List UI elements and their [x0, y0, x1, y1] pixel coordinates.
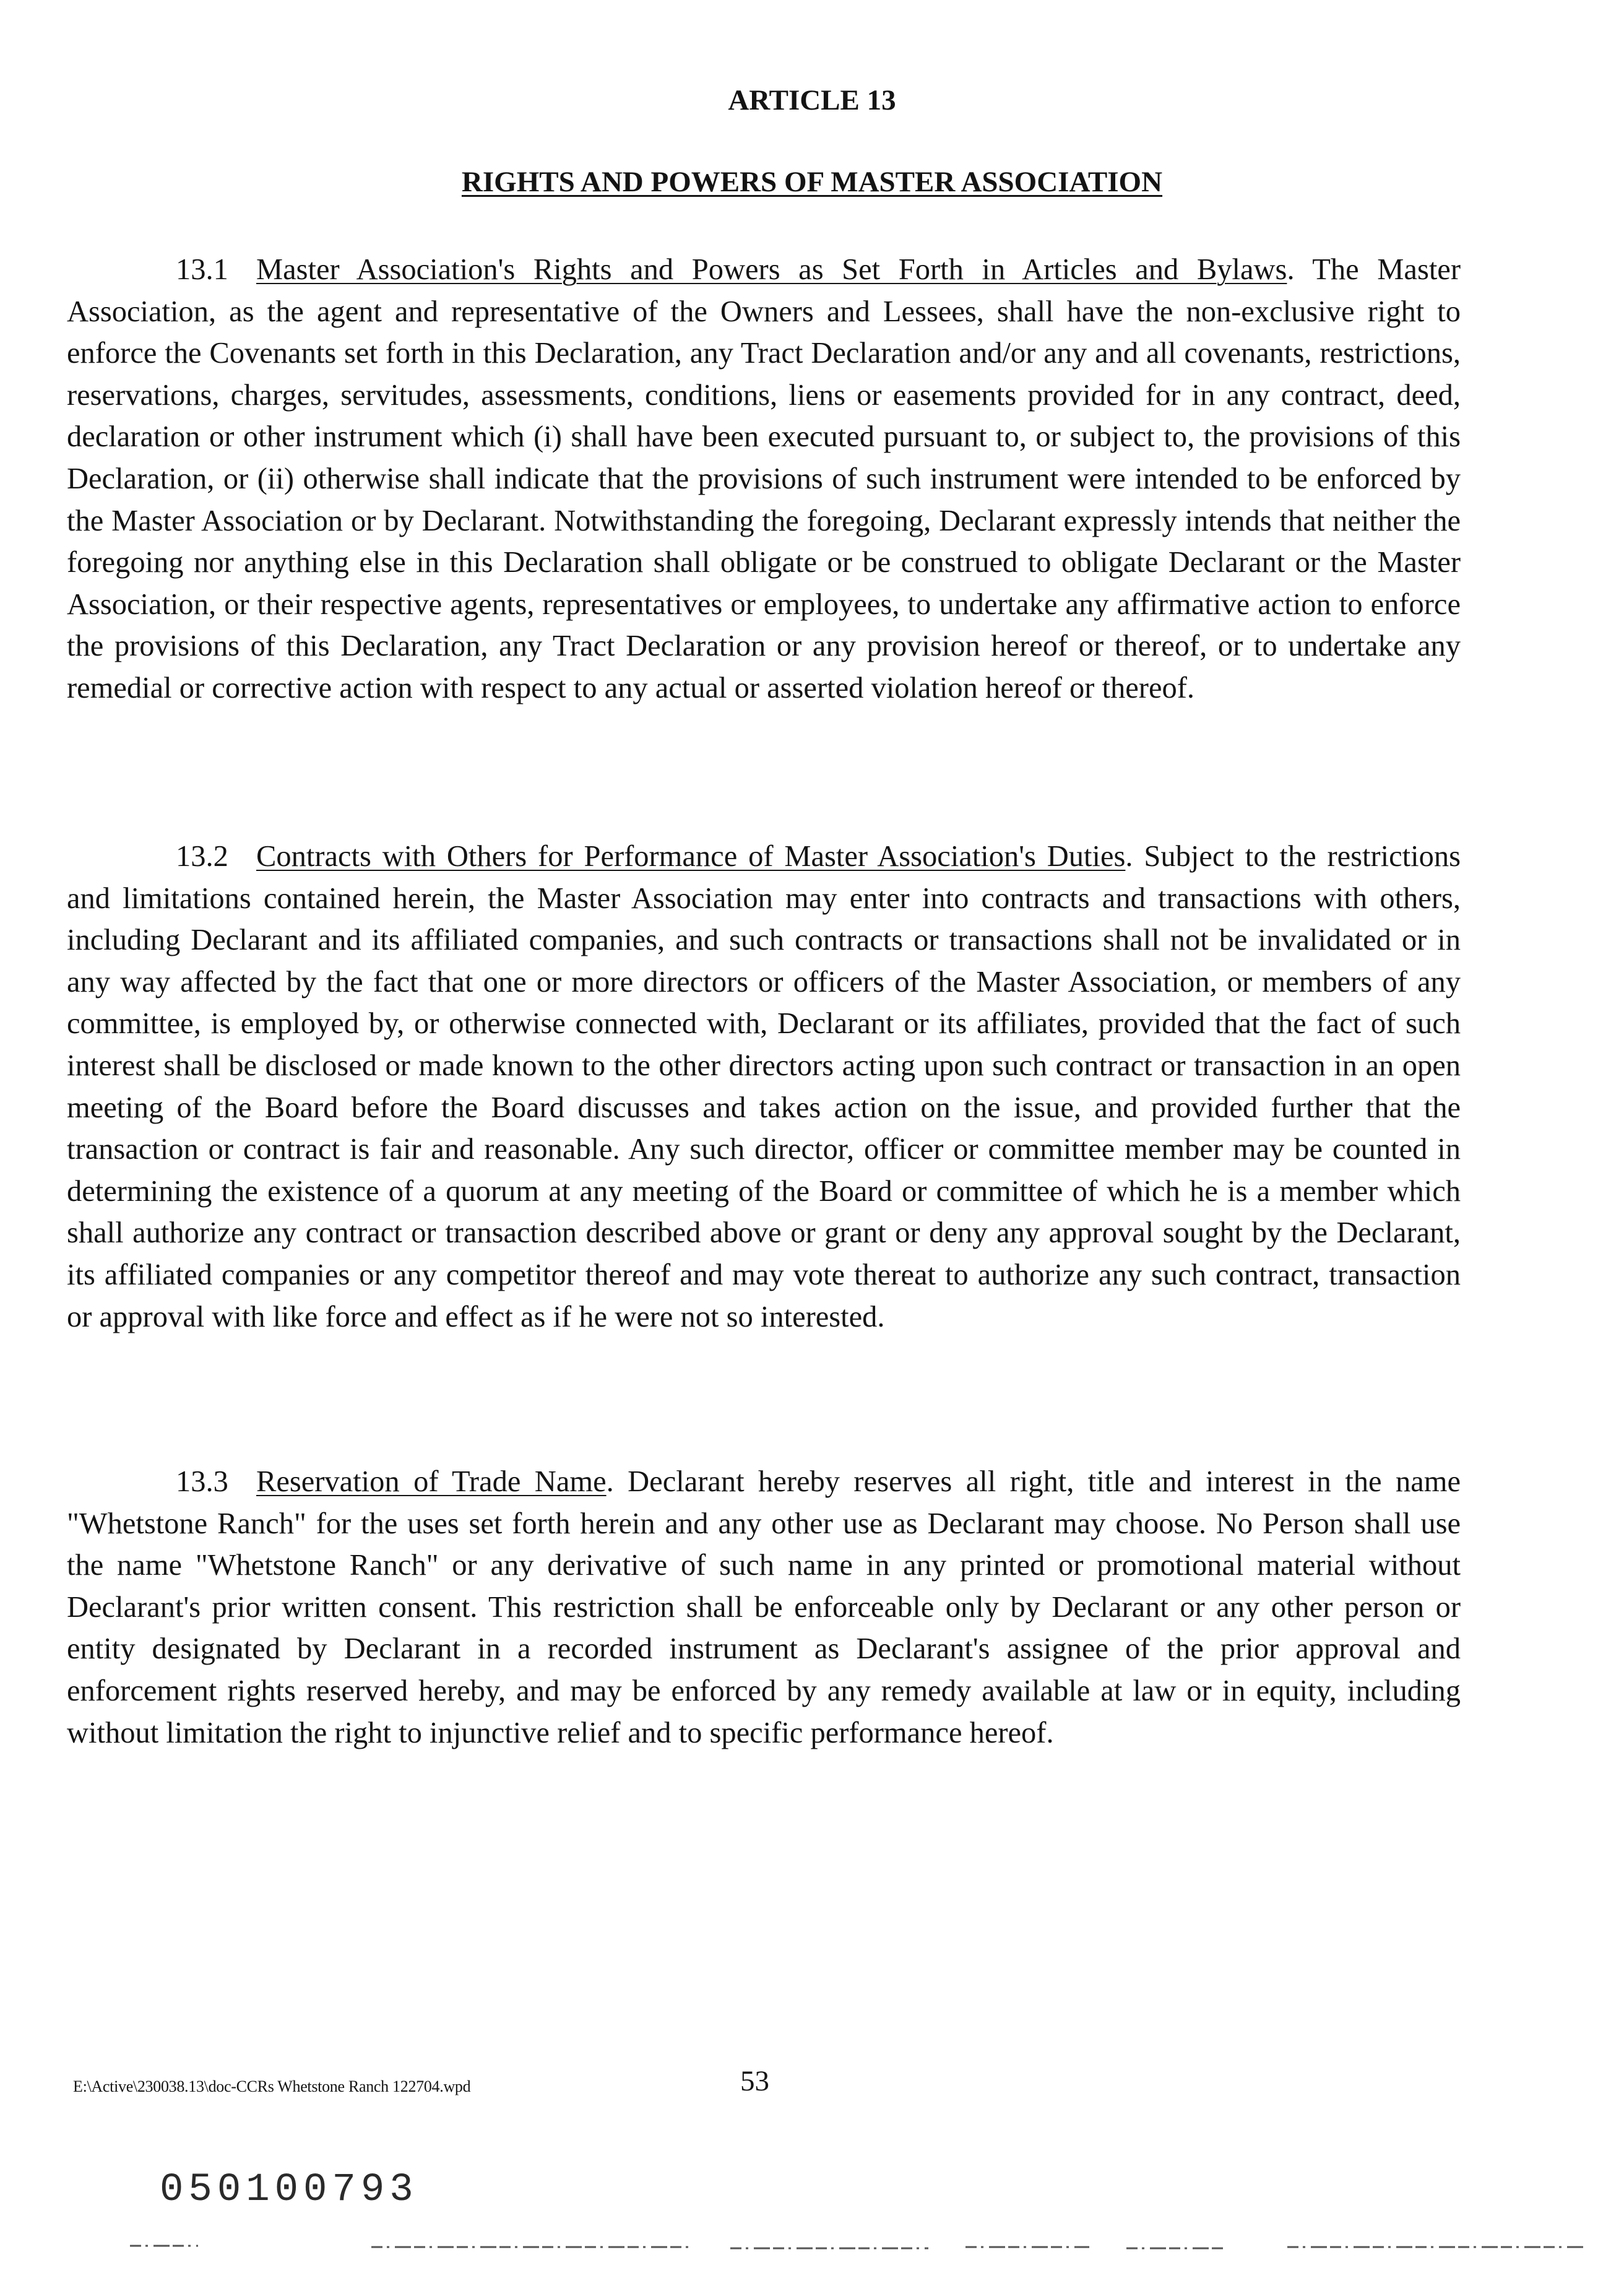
section-number: 13.2	[176, 840, 228, 873]
article-title: ARTICLE 13	[728, 84, 896, 116]
section-13-3	[67, 1461, 1461, 1754]
section-title: Contracts with Others for Performance of Master Association's Duties	[256, 840, 1126, 873]
article-subtitle: RIGHTS AND POWERS OF MASTER ASSOCIATION	[461, 166, 1163, 198]
section-body: . Subject to the restrictions and limitations contained herein, the Master Association may enter into contracts and transactions with others, including Declarant and its affiliated companies, and such contracts or transactions shall not be invalidated or in any way affected by the fact that one or more directors or officers of the Master Association, or members of any committee, is employed by, or otherwise connected with, Declarant or its affiliates, provided that the fact of such interest shall be disclosed or made known to the other directors acting upon such contract or transaction in an open meeting of the Board before the Board discusses and takes action on the issue, and provided further that the transaction or contract is fair and reasonable. Any such director, officer or committee member may be counted in determining the existence of a quorum at any meeting of the Board or committee of which he is a member which shall authorize any contract or transaction described above or grant or deny any approval sought by the Declarant, its affiliated companies or any competitor thereof and may vote thereat to authorize any such contract, transaction or approval with like force and effect as if he were not so interested.	[67, 840, 1461, 1333]
section-title: Reservation of Trade Name	[256, 1465, 607, 1498]
section-body: . The Master Association, as the agent and representative of the Owners and Lessees, shall have the non-exclusive right to enforce the Covenants set forth in this Declaration, any Tract Declaration and/or any and all covenants, restrictions, reservations, charges, servitudes, assessments, conditions, liens or easements provided for in any contract, deed, declaration or other instrument which (i) shall have been executed pursuant to, or subject to, the provisions of this Declaration, or (ii) otherwise shall indicate that the provisions of such instrument were intended to be enforced by the Master Association or by Declarant. Notwithstanding the foregoing, Declarant expressly intends that neither the foregoing nor anything else in this Declaration shall obligate or be construed to obligate Declarant or the Master Association, or their respective agents, representatives or employees, to undertake any affirmative action to enforce the provisions of this Declaration, any Tract Declaration or any provision hereof or thereof, or to undertake any remedial or corrective action with respect to any actual or asserted violation hereof or thereof.	[67, 253, 1461, 704]
footer-file-path: E:\Active\230038.13\doc-CCRs Whetstone Ranch 122704.wpd	[73, 2077, 471, 2095]
page-number: 53	[740, 2065, 769, 2097]
scan-edge-artifacts	[0, 2241, 1624, 2266]
section-number: 13.1	[176, 253, 228, 286]
section-body: . Declarant hereby reserves all right, title and interest in the name "Whetstone Ranch" for the uses set forth herein and any other use as Declarant may choose. No Person shall use the name "Whetstone Ranch" or any derivative of such name in any printed or promotional material without Declarant's prior written consent. This restriction shall be enforceable only by Declarant or any other person or entity designated by Declarant in a recorded instrument as Declarant's assignee of the prior approval and enforcement rights reserved hereby, and may be enforced by any remedy available at law or in equity, including without limitation the right to injunctive relief and to specific performance hereof.	[67, 1465, 1461, 1749]
section-number: 13.3	[176, 1465, 228, 1498]
section-title: Master Association's Rights and Powers as Set Forth in Articles and Bylaws	[256, 253, 1287, 286]
section-13-1	[67, 249, 1461, 709]
recording-document-number: 050100793	[160, 2168, 418, 2212]
section-13-2	[67, 836, 1461, 1338]
